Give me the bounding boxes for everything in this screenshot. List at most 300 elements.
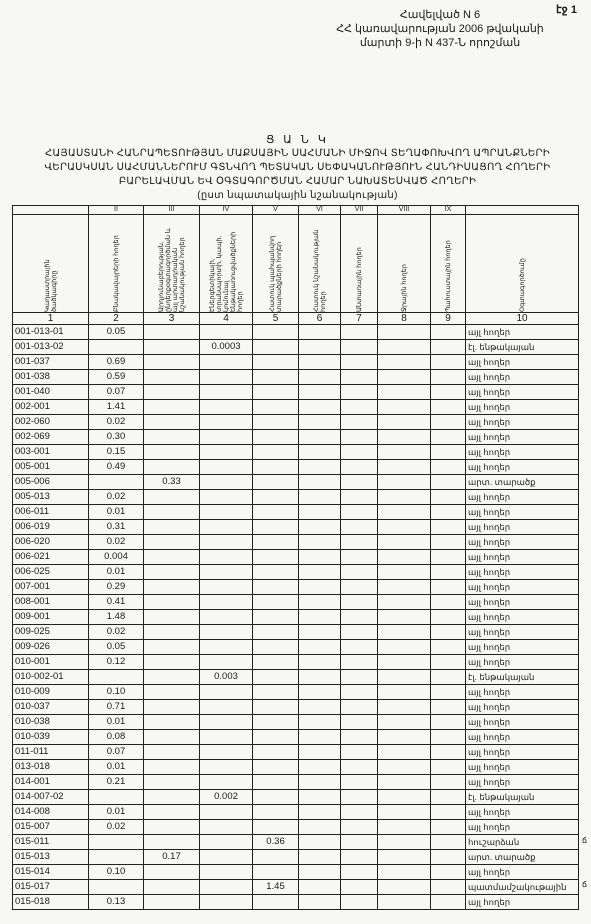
industrial-land-cell [144, 385, 200, 400]
settlement-land-cell: 0.31 [89, 520, 144, 535]
protected-land-cell [253, 535, 299, 550]
forest-land-cell [341, 550, 378, 565]
energy-land-cell [200, 715, 253, 730]
column-header-10 [466, 215, 579, 313]
column-number-9: 9 [431, 313, 466, 325]
usage-cell: այլ հողեր [466, 730, 579, 745]
reserve-land-cell [431, 610, 466, 625]
energy-land-cell [200, 655, 253, 670]
table-row [13, 535, 579, 550]
energy-land-cell [200, 430, 253, 445]
cadastral-code-cell: 010-037 [13, 700, 89, 715]
protected-land-cell [253, 745, 299, 760]
special-land-cell [299, 400, 341, 415]
cadastral-code-cell: 001-040 [13, 385, 89, 400]
protected-land-cell [253, 355, 299, 370]
column-number-8: 8 [378, 313, 431, 325]
cadastral-code-cell: 015-007 [13, 820, 89, 835]
reserve-land-cell [431, 820, 466, 835]
reserve-land-cell [431, 415, 466, 430]
cadastral-code-cell: 002-001 [13, 400, 89, 415]
reserve-land-cell [431, 670, 466, 685]
reserve-land-cell [431, 325, 466, 340]
table-row [13, 640, 579, 655]
special-land-cell [299, 625, 341, 640]
special-land-cell [299, 580, 341, 595]
water-land-cell [378, 685, 431, 700]
table-row [13, 670, 579, 685]
protected-land-cell [253, 850, 299, 865]
protected-land-cell [253, 700, 299, 715]
usage-cell: այլ հողեր [466, 625, 579, 640]
special-land-cell [299, 340, 341, 355]
usage-cell: այլ հողեր [466, 490, 579, 505]
usage-cell: այլ հողեր [466, 775, 579, 790]
special-land-cell [299, 640, 341, 655]
reserve-land-cell [431, 595, 466, 610]
industrial-land-cell [144, 775, 200, 790]
table-row [13, 865, 579, 880]
usage-cell: այլ հողեր [466, 355, 579, 370]
energy-land-cell [200, 580, 253, 595]
water-land-cell [378, 880, 431, 895]
water-land-cell [378, 850, 431, 865]
industrial-land-cell [144, 580, 200, 595]
special-land-cell [299, 595, 341, 610]
reserve-land-cell [431, 640, 466, 655]
title-line-0: Ց Ա Ն Կ [266, 134, 329, 146]
settlement-land-cell: 0.08 [89, 730, 144, 745]
column-number-6: 6 [299, 313, 341, 325]
column-number-5: 5 [253, 313, 299, 325]
table-row [13, 655, 579, 670]
reserve-land-cell [431, 775, 466, 790]
column-header-label: Անտառային հողեր [355, 247, 363, 312]
settlement-land-cell: 0.71 [89, 700, 144, 715]
settlement-land-cell: 0.01 [89, 760, 144, 775]
reserve-land-cell [431, 895, 466, 910]
industrial-land-cell: 0.33 [144, 475, 200, 490]
forest-land-cell [341, 865, 378, 880]
industrial-land-cell [144, 715, 200, 730]
table-row [13, 745, 579, 760]
annex-header [300, 8, 580, 50]
settlement-land-cell: 0.05 [89, 325, 144, 340]
protected-land-cell [253, 430, 299, 445]
special-land-cell [299, 535, 341, 550]
cadastral-code-cell: 010-039 [13, 730, 89, 745]
water-land-cell [378, 520, 431, 535]
energy-land-cell [200, 850, 253, 865]
water-land-cell [378, 610, 431, 625]
cadastral-code-cell: 013-018 [13, 760, 89, 775]
industrial-land-cell [144, 760, 200, 775]
reserve-land-cell [431, 580, 466, 595]
reserve-land-cell [431, 865, 466, 880]
reserve-land-cell [431, 340, 466, 355]
industrial-land-cell [144, 535, 200, 550]
title-line-2: ՎԵՐԱՍԿՍԱՆ ՍԱՀՄԱՆՆԵՐՈՒՄ ԳՏՆՎՈՂ ՊԵՏԱԿԱՆ ՍԵՓԱԿԱՆՈՒԹՅՈՒՆ ՀԱՆԴԻՍԱՑՈՂ ՀՈՂԵՐԻ [44, 162, 551, 173]
special-land-cell [299, 895, 341, 910]
reserve-land-cell [431, 430, 466, 445]
table-row [13, 355, 579, 370]
special-land-cell [299, 430, 341, 445]
forest-land-cell [341, 535, 378, 550]
roman-numeral-1 [13, 206, 89, 215]
industrial-land-cell: 0.17 [144, 850, 200, 865]
protected-land-cell [253, 370, 299, 385]
usage-cell: պատմամշակութային [466, 880, 579, 895]
settlement-land-cell [89, 880, 144, 895]
usage-cell: այլ հողեր [466, 430, 579, 445]
title-line-4: (ըստ նպատակային նշանակության) [197, 190, 398, 201]
energy-land-cell [200, 820, 253, 835]
energy-land-cell [200, 865, 253, 880]
reserve-land-cell [431, 370, 466, 385]
usage-cell: այլ հողեր [466, 700, 579, 715]
energy-land-cell [200, 520, 253, 535]
settlement-land-cell: 0.07 [89, 745, 144, 760]
industrial-land-cell [144, 670, 200, 685]
cadastral-code-cell: 005-006 [13, 475, 89, 490]
water-land-cell [378, 445, 431, 460]
energy-land-cell [200, 775, 253, 790]
column-header-2 [89, 215, 144, 313]
usage-cell: էլ. ենթակայան [466, 790, 579, 805]
protected-land-cell [253, 325, 299, 340]
usage-cell: այլ հողեր [466, 460, 579, 475]
energy-land-cell: 0.003 [200, 670, 253, 685]
special-land-cell [299, 550, 341, 565]
water-land-cell [378, 730, 431, 745]
annex-line-3: մարտի 9-ի N 437-Ն որոշման [359, 37, 521, 49]
protected-land-cell [253, 625, 299, 640]
energy-land-cell [200, 745, 253, 760]
cadastral-code-cell: 010-009 [13, 685, 89, 700]
column-header-label: Բնակավայրերի հողեր [112, 235, 120, 312]
forest-land-cell [341, 805, 378, 820]
table-row [13, 490, 579, 505]
column-header-9 [431, 215, 466, 313]
cadastral-code-cell: 011-011 [13, 745, 89, 760]
special-land-cell [299, 325, 341, 340]
energy-land-cell [200, 460, 253, 475]
industrial-land-cell [144, 520, 200, 535]
forest-land-cell [341, 580, 378, 595]
industrial-land-cell [144, 835, 200, 850]
water-land-cell [378, 805, 431, 820]
settlement-land-cell: 0.49 [89, 460, 144, 475]
usage-cell: այլ հողեր [466, 805, 579, 820]
cadastral-code-cell: 006-020 [13, 535, 89, 550]
special-land-cell [299, 805, 341, 820]
usage-cell: այլ հողեր [466, 580, 579, 595]
column-header-label: Էներգետիկայի, տրանսպորտի, կապի, կոմունալ ենթակառուցվածքների հողեր [208, 231, 244, 312]
table-row [13, 715, 579, 730]
usage-cell: այլ հողեր [466, 865, 579, 880]
water-land-cell [378, 700, 431, 715]
protected-land-cell [253, 505, 299, 520]
water-land-cell [378, 895, 431, 910]
water-land-cell [378, 370, 431, 385]
industrial-land-cell [144, 880, 200, 895]
usage-cell: այլ հողեր [466, 445, 579, 460]
cadastral-code-cell: 001-037 [13, 355, 89, 370]
column-number-10: 10 [466, 313, 579, 325]
table-row [13, 580, 579, 595]
protected-land-cell [253, 865, 299, 880]
special-land-cell [299, 700, 341, 715]
special-land-cell [299, 655, 341, 670]
industrial-land-cell [144, 370, 200, 385]
industrial-land-cell [144, 490, 200, 505]
usage-cell: այլ հողեր [466, 760, 579, 775]
column-header-5 [253, 215, 299, 313]
energy-land-cell [200, 625, 253, 640]
energy-land-cell [200, 550, 253, 565]
protected-land-cell [253, 475, 299, 490]
water-land-cell [378, 790, 431, 805]
special-land-cell [299, 505, 341, 520]
industrial-land-cell [144, 340, 200, 355]
table-row [13, 415, 579, 430]
table-row [13, 325, 579, 340]
water-land-cell [378, 580, 431, 595]
column-number-4: 4 [200, 313, 253, 325]
water-land-cell [378, 400, 431, 415]
table-row [13, 385, 579, 400]
energy-land-cell: 0.002 [200, 790, 253, 805]
water-land-cell [378, 595, 431, 610]
reserve-land-cell [431, 490, 466, 505]
industrial-land-cell [144, 445, 200, 460]
usage-cell: այլ հողեր [466, 715, 579, 730]
water-land-cell [378, 865, 431, 880]
settlement-land-cell: 0.59 [89, 370, 144, 385]
reserve-land-cell [431, 880, 466, 895]
usage-cell: այլ հողեր [466, 385, 579, 400]
table-row [13, 460, 579, 475]
forest-land-cell [341, 850, 378, 865]
protected-land-cell: 1.45 [253, 880, 299, 895]
cadastral-code-cell: 001-038 [13, 370, 89, 385]
energy-land-cell [200, 325, 253, 340]
settlement-land-cell: 0.15 [89, 445, 144, 460]
table-row [13, 610, 579, 625]
cadastral-code-cell: 014-008 [13, 805, 89, 820]
usage-cell: այլ հողեր [466, 505, 579, 520]
table-row [13, 430, 579, 445]
table-row [13, 520, 579, 535]
forest-land-cell [341, 505, 378, 520]
water-land-cell [378, 820, 431, 835]
forest-land-cell [341, 625, 378, 640]
column-header-8 [378, 215, 431, 313]
settlement-land-cell: 0.01 [89, 505, 144, 520]
protected-land-cell [253, 610, 299, 625]
table-row [13, 370, 579, 385]
settlement-land-cell: 0.004 [89, 550, 144, 565]
water-land-cell [378, 325, 431, 340]
column-number-3: 3 [144, 313, 200, 325]
forest-land-cell [341, 430, 378, 445]
table-row [13, 895, 579, 910]
special-land-cell [299, 790, 341, 805]
column-header-label: Հատուկ պահպանվող տարածքների հողեր [268, 235, 283, 312]
settlement-land-cell: 0.02 [89, 415, 144, 430]
water-land-cell [378, 640, 431, 655]
industrial-land-cell [144, 355, 200, 370]
column-header-label: Ջրային հողեր [400, 264, 408, 312]
water-land-cell [378, 460, 431, 475]
industrial-land-cell [144, 550, 200, 565]
land-table [12, 205, 579, 910]
forest-land-cell [341, 730, 378, 745]
table-row [13, 835, 579, 850]
table-row [13, 820, 579, 835]
energy-land-cell [200, 355, 253, 370]
settlement-land-cell [89, 340, 144, 355]
reserve-land-cell [431, 535, 466, 550]
forest-land-cell [341, 835, 378, 850]
forest-land-cell [341, 715, 378, 730]
protected-land-cell [253, 895, 299, 910]
cadastral-code-cell: 009-025 [13, 625, 89, 640]
forest-land-cell [341, 880, 378, 895]
table-row [13, 730, 579, 745]
table-row [13, 445, 579, 460]
energy-land-cell [200, 805, 253, 820]
reserve-land-cell [431, 505, 466, 520]
forest-land-cell [341, 895, 378, 910]
settlement-land-cell: 0.13 [89, 895, 144, 910]
column-header-label: Պահուստային հողեր [444, 240, 452, 312]
energy-land-cell [200, 535, 253, 550]
reserve-land-cell [431, 700, 466, 715]
reserve-land-cell [431, 685, 466, 700]
special-land-cell [299, 355, 341, 370]
settlement-land-cell: 0.01 [89, 565, 144, 580]
protected-land-cell [253, 775, 299, 790]
table-row [13, 805, 579, 820]
forest-land-cell [341, 565, 378, 580]
special-land-cell [299, 565, 341, 580]
water-land-cell [378, 535, 431, 550]
energy-land-cell [200, 595, 253, 610]
reserve-land-cell [431, 850, 466, 865]
reserve-land-cell [431, 730, 466, 745]
forest-land-cell [341, 490, 378, 505]
settlement-land-cell: 0.07 [89, 385, 144, 400]
water-land-cell [378, 385, 431, 400]
table-row [13, 700, 579, 715]
table-row [13, 880, 579, 895]
water-land-cell [378, 550, 431, 565]
special-land-cell [299, 850, 341, 865]
energy-land-cell [200, 640, 253, 655]
water-land-cell [378, 475, 431, 490]
usage-cell: այլ հողեր [466, 520, 579, 535]
industrial-land-cell [144, 790, 200, 805]
special-land-cell [299, 820, 341, 835]
cadastral-code-cell: 015-013 [13, 850, 89, 865]
reserve-land-cell [431, 835, 466, 850]
protected-land-cell [253, 340, 299, 355]
reserve-land-cell [431, 655, 466, 670]
energy-land-cell [200, 400, 253, 415]
protected-land-cell [253, 655, 299, 670]
roman-numeral-10 [466, 206, 579, 215]
title-line-3: ԲԱՐԵԼԱՎՄԱՆ ԵՎ ՕԳՏԱԳՈՐԾՄԱՆ ՀԱՄԱՐ ՆԱԽԱՏԵՍՎԱԾ ՀՈՂԵՐԻ [118, 176, 477, 187]
column-header-4 [200, 215, 253, 313]
forest-land-cell [341, 670, 378, 685]
forest-land-cell [341, 790, 378, 805]
settlement-land-cell: 0.01 [89, 715, 144, 730]
industrial-land-cell [144, 415, 200, 430]
settlement-land-cell: 0.41 [89, 595, 144, 610]
protected-land-cell [253, 760, 299, 775]
cadastral-code-cell: 002-060 [13, 415, 89, 430]
settlement-land-cell: 0.02 [89, 820, 144, 835]
special-land-cell [299, 445, 341, 460]
settlement-land-cell: 1.41 [89, 400, 144, 415]
water-land-cell [378, 625, 431, 640]
water-land-cell [378, 340, 431, 355]
forest-land-cell [341, 325, 378, 340]
column-number-row [13, 313, 579, 325]
reserve-land-cell [431, 625, 466, 640]
table-row [13, 340, 579, 355]
forest-land-cell [341, 745, 378, 760]
usage-cell: այլ հողեր [466, 895, 579, 910]
water-land-cell [378, 835, 431, 850]
forest-land-cell [341, 685, 378, 700]
table-row [13, 565, 579, 580]
protected-land-cell [253, 715, 299, 730]
special-land-cell [299, 385, 341, 400]
usage-cell: այլ հողեր [466, 655, 579, 670]
cadastral-code-cell: 006-025 [13, 565, 89, 580]
protected-land-cell [253, 385, 299, 400]
special-land-cell [299, 835, 341, 850]
industrial-land-cell [144, 430, 200, 445]
roman-numeral-7: VII [341, 206, 378, 215]
cadastral-code-cell: 010-038 [13, 715, 89, 730]
forest-land-cell [341, 820, 378, 835]
cadastral-code-cell: 008-001 [13, 595, 89, 610]
industrial-land-cell [144, 325, 200, 340]
energy-land-cell [200, 685, 253, 700]
industrial-land-cell [144, 460, 200, 475]
energy-land-cell [200, 445, 253, 460]
reserve-land-cell [431, 715, 466, 730]
forest-land-cell [341, 445, 378, 460]
settlement-land-cell [89, 790, 144, 805]
roman-numeral-6: VI [299, 206, 341, 215]
reserve-land-cell [431, 790, 466, 805]
energy-land-cell [200, 835, 253, 850]
forest-land-cell [341, 610, 378, 625]
settlement-land-cell: 0.02 [89, 625, 144, 640]
special-land-cell [299, 880, 341, 895]
water-land-cell [378, 490, 431, 505]
column-header-row [13, 215, 579, 313]
special-land-cell [299, 520, 341, 535]
table-row [13, 790, 579, 805]
settlement-land-cell [89, 835, 144, 850]
column-header-7 [341, 215, 378, 313]
column-number-1: 1 [13, 313, 89, 325]
